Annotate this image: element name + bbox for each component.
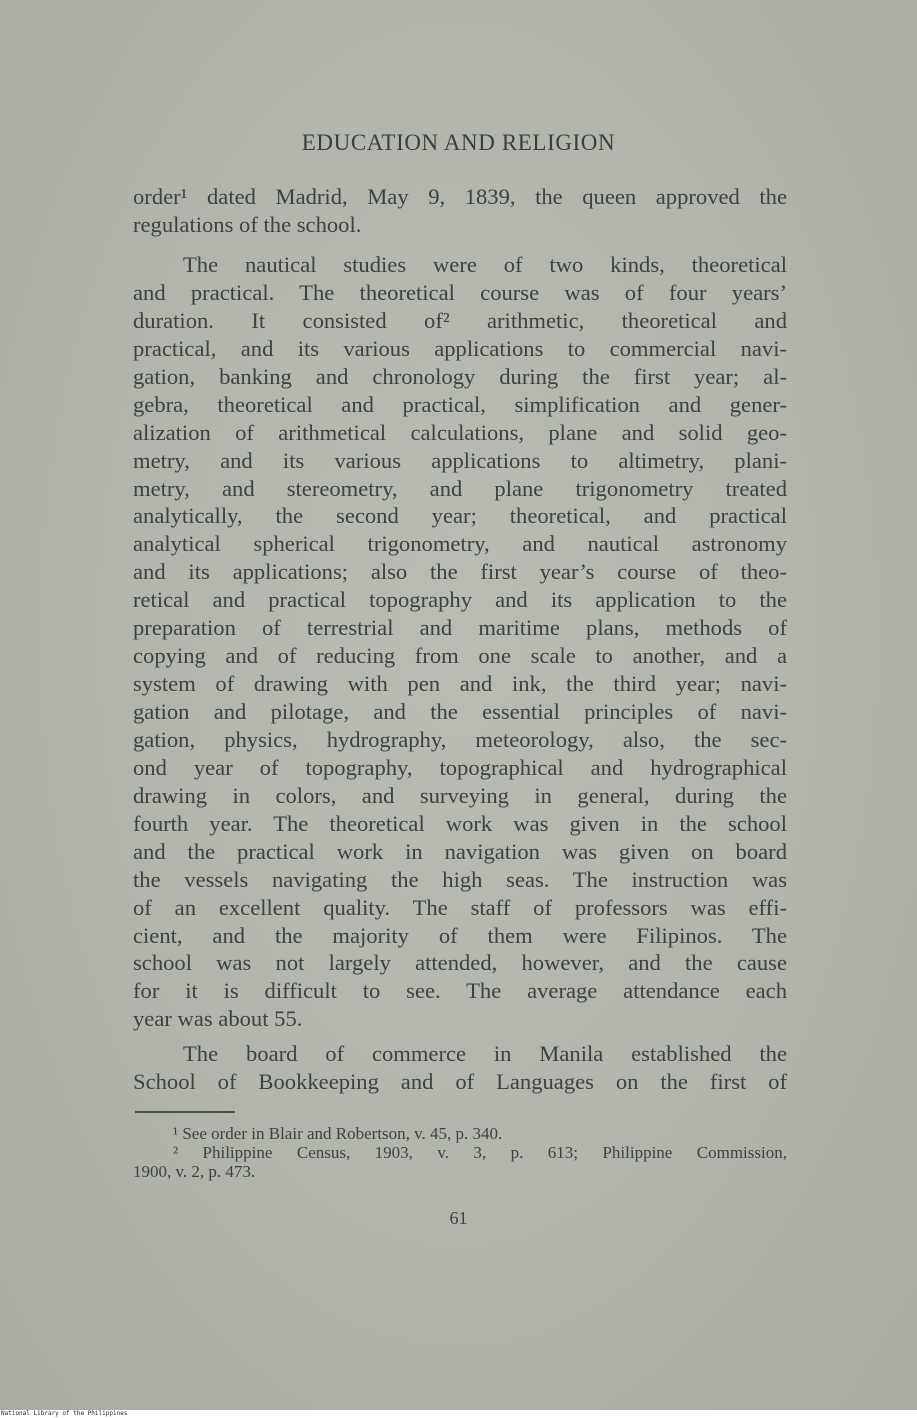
text-line: of an excellent quality. The staff of professors was effi- bbox=[133, 894, 787, 920]
text-line: and the practical work in navigation was given on board bbox=[133, 838, 787, 864]
page-number: 61 bbox=[449, 1208, 468, 1228]
text-line: metry, and its various applications to altimetry, plani- bbox=[133, 447, 787, 473]
text-line: regulations of the school. bbox=[133, 211, 362, 237]
text-line: school was not largely attended, however, and the cause bbox=[133, 950, 787, 976]
text-line: analytical spherical trigonometry, and nautical astronomy bbox=[133, 531, 787, 557]
text-line: metry, and stereometry, and plane trigonometry treated bbox=[133, 475, 787, 501]
running-head: EDUCATION AND RELIGION bbox=[301, 130, 616, 155]
text-line: analytically, the second year; theoretical, and practical bbox=[133, 503, 787, 529]
footnote-2-continuation: 1900, v. 2, p. 473. bbox=[133, 1162, 256, 1181]
paragraph-2 bbox=[133, 251, 787, 1033]
text-line: year was about 55. bbox=[133, 1006, 303, 1032]
text-line: the vessels navigating the high seas. The instruction was bbox=[133, 866, 787, 892]
text-line: preparation of terrestrial and maritime plans, methods of bbox=[133, 615, 787, 641]
text-line: drawing in colors, and surveying in general, during the bbox=[133, 782, 787, 808]
paragraph-1 bbox=[133, 183, 787, 239]
text-line: gation and pilotage, and the essential principles of navi- bbox=[133, 699, 787, 724]
text-line: retical and practical topography and its application to the bbox=[133, 587, 787, 613]
text-line: The board of commerce in Manila established the bbox=[183, 1041, 787, 1066]
text-line: alization of arithmetical calculations, plane and solid geo- bbox=[133, 419, 787, 445]
text-line: copying and of reducing from one scale to another, and a bbox=[133, 643, 787, 669]
footnote-1: ¹ See order in Blair and Robertson, v. 45, p. 340. bbox=[173, 1124, 503, 1143]
text-line: gation, physics, hydrography, meteorology, also, the sec- bbox=[133, 726, 787, 752]
paragraph-3 bbox=[133, 1040, 787, 1096]
footnotes bbox=[133, 1124, 787, 1181]
text-line: and its applications; also the first year’s course of theo- bbox=[133, 559, 787, 585]
text-line: system of drawing with pen and ink, the third year; navi- bbox=[133, 671, 787, 697]
text-line: cient, and the majority of them were Filipinos. The bbox=[133, 922, 787, 948]
text-line: gebra, theoretical and practical, simplification and gener- bbox=[133, 391, 787, 417]
scan-credit: National Library of the Philippines bbox=[1, 1410, 128, 1417]
footnote-2: ² Philippine Census, 1903, v. 3, p. 613; Philippine Commission, bbox=[173, 1143, 787, 1162]
text-line: duration. It consisted of² arithmetic, theoretical and bbox=[133, 307, 787, 333]
text-line: School of Bookkeeping and of Languages on the first of bbox=[133, 1068, 787, 1094]
text-line: The nautical studies were of two kinds, theoretical bbox=[183, 252, 787, 277]
text-line: gation, banking and chronology during the first year; al- bbox=[133, 363, 787, 389]
text-line: and practical. The theoretical course was of four years’ bbox=[133, 279, 787, 305]
text-line: ond year of topography, topographical and hydrographical bbox=[133, 754, 787, 780]
text-line: practical, and its various applications to commercial navi- bbox=[133, 335, 787, 361]
text-line: for it is difficult to see. The average attendance each bbox=[133, 978, 787, 1004]
text-line: order¹ dated Madrid, May 9, 1839, the queen approved the bbox=[133, 184, 787, 209]
text-line: fourth year. The theoretical work was given in the school bbox=[133, 810, 787, 836]
footnote-divider bbox=[135, 1111, 235, 1113]
